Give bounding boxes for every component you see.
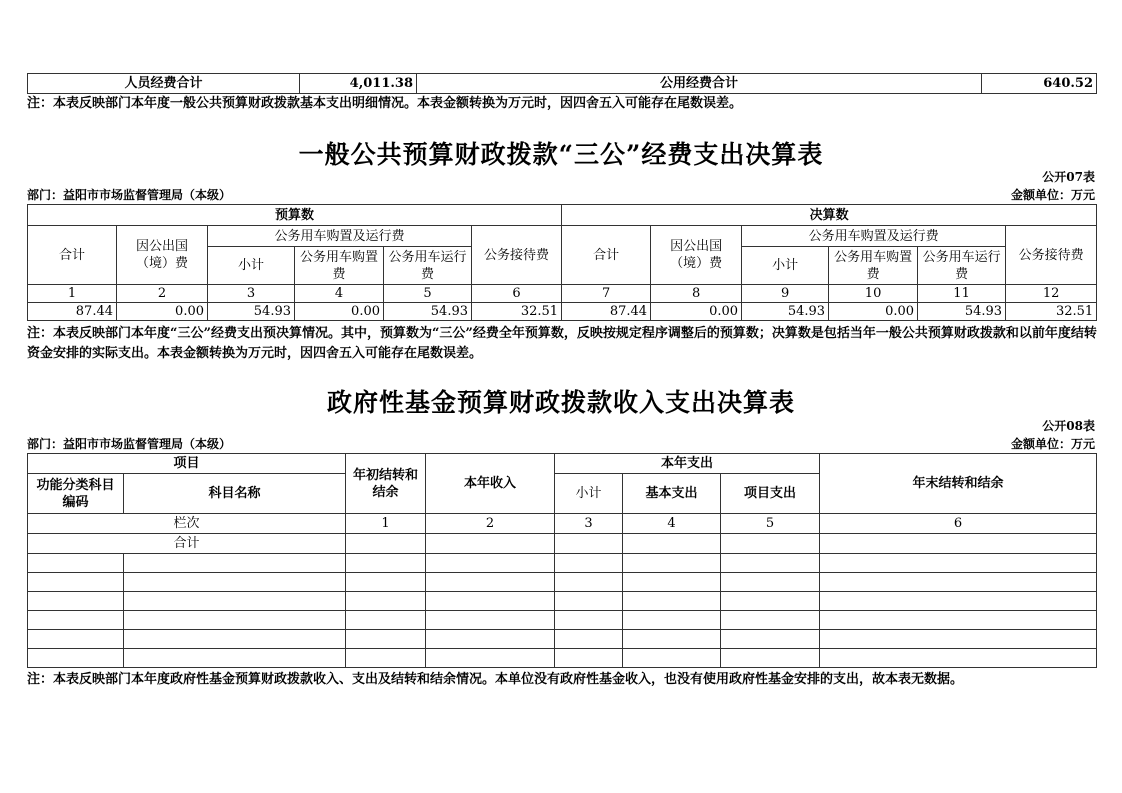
empty-cell [623, 534, 721, 554]
col-index: 3 [208, 285, 295, 303]
budget-subtotal-header: 小计 [208, 247, 295, 285]
final-purchase-header: 公务用车购置费 [829, 247, 918, 285]
table2-code: 公开07表 [1042, 170, 1095, 184]
final-group-header: 决算数 [562, 205, 1097, 226]
table3-title: 政府性基金预算财政拨款收入支出决算表 [326, 388, 795, 417]
annual-expense-header: 本年支出 [555, 454, 820, 474]
col-index: 4 [295, 285, 384, 303]
value-cell: 87.44 [28, 303, 117, 321]
budget-run-header: 公务用车运行费 [384, 247, 472, 285]
col-index: 8 [651, 285, 742, 303]
value-cell: 0.00 [651, 303, 742, 321]
table3-unit: 金额单位：万元 [1010, 437, 1095, 451]
three-public-expense-table [27, 204, 1097, 321]
func-code-header: 功能分类科目编码 [28, 474, 124, 514]
col-index: 1 [346, 514, 426, 534]
col-index: 6 [820, 514, 1097, 534]
table2-unit: 金额单位：万元 [1010, 188, 1095, 202]
basic-expense-summary-table [27, 73, 1097, 94]
budget-total-header: 合计 [28, 226, 117, 285]
budget-group-header: 预算数 [28, 205, 562, 226]
col-index: 10 [829, 285, 918, 303]
public-total-label: 公用经费合计 [417, 74, 982, 94]
basic-expense-header: 基本支出 [623, 474, 721, 514]
col-index: 1 [28, 285, 117, 303]
table-row [28, 649, 1097, 668]
value-cell: 54.93 [918, 303, 1006, 321]
expense-subtotal-header: 小计 [555, 474, 623, 514]
value-cell: 0.00 [295, 303, 384, 321]
table2-title: 一般公共预算财政拨款“三公”经费支出决算表 [298, 140, 824, 169]
subject-name-header: 科目名称 [124, 474, 346, 514]
value-cell: 87.44 [562, 303, 651, 321]
col-index: 4 [623, 514, 721, 534]
final-total-header: 合计 [562, 226, 651, 285]
total-row-label: 合计 [28, 534, 346, 554]
col-index: 11 [918, 285, 1006, 303]
table2-dept: 部门：益阳市市场监督管理局（本级） [27, 188, 232, 202]
value-cell: 32.51 [1006, 303, 1097, 321]
table3-code: 公开08表 [1042, 419, 1095, 433]
empty-cell [426, 534, 555, 554]
final-vehicle-header: 公务用车购置及运行费 [742, 226, 1006, 247]
empty-cell [346, 534, 426, 554]
end-balance-header: 年末结转和结余 [820, 454, 1097, 514]
table-row [28, 611, 1097, 630]
final-subtotal-header: 小计 [742, 247, 829, 285]
table-row [28, 554, 1097, 573]
final-reception-header: 公务接待费 [1006, 226, 1097, 285]
gov-fund-table [27, 453, 1097, 668]
table2-note: 注：本表反映部门本年度“三公”经费支出预决算情况。其中，预算数为“三公”经费全年预算数，反映按规定程序调整后的预算数；决算数是包括当年一般公共预算财政拨款和以前年度结转资金安排的实际支出。本表金额转换为万元时，因四舍五入可能存在尾数误差。 [27, 326, 1097, 361]
value-cell: 0.00 [829, 303, 918, 321]
begin-balance-header: 年初结转和结余 [346, 454, 426, 514]
value-cell: 32.51 [472, 303, 562, 321]
value-cell: 0.00 [117, 303, 208, 321]
budget-vehicle-header: 公务用车购置及运行费 [208, 226, 472, 247]
col-index: 2 [426, 514, 555, 534]
table-row [28, 592, 1097, 611]
table-row [28, 630, 1097, 649]
col-index: 5 [721, 514, 820, 534]
table3-dept: 部门：益阳市市场监督管理局（本级） [27, 437, 232, 451]
final-abroad-header: 因公出国（境）费 [651, 226, 742, 285]
col-index: 9 [742, 285, 829, 303]
col-index: 12 [1006, 285, 1097, 303]
empty-cell [555, 534, 623, 554]
personnel-total-label: 人员经费合计 [28, 74, 300, 94]
table3-note: 注：本表反映部门本年度政府性基金预算财政拨款收入、支出及结转和结余情况。本单位没有政府性基金收入，也没有使用政府性基金安排的支出，故本表无数据。 [27, 672, 964, 687]
final-run-header: 公务用车运行费 [918, 247, 1006, 285]
budget-purchase-header: 公务用车购置费 [295, 247, 384, 285]
col-index: 5 [384, 285, 472, 303]
value-cell: 54.93 [742, 303, 829, 321]
budget-abroad-header: 因公出国（境）费 [117, 226, 208, 285]
empty-cell [820, 534, 1097, 554]
item-header: 项目 [28, 454, 346, 474]
table1-note: 注：本表反映部门本年度一般公共预算财政拨款基本支出明细情况。本表金额转换为万元时，因四舍五入可能存在尾数误差。 [27, 96, 743, 111]
col-index: 6 [472, 285, 562, 303]
value-cell: 54.93 [208, 303, 295, 321]
budget-reception-header: 公务接待费 [472, 226, 562, 285]
project-expense-header: 项目支出 [721, 474, 820, 514]
empty-cell [721, 534, 820, 554]
personnel-total-value: 4,011.38 [300, 74, 417, 94]
row-index-label: 栏次 [28, 514, 346, 534]
col-index: 7 [562, 285, 651, 303]
col-index: 3 [555, 514, 623, 534]
public-total-value: 640.52 [982, 74, 1097, 94]
table-row [28, 573, 1097, 592]
value-cell: 54.93 [384, 303, 472, 321]
col-index: 2 [117, 285, 208, 303]
annual-income-header: 本年收入 [426, 454, 555, 514]
